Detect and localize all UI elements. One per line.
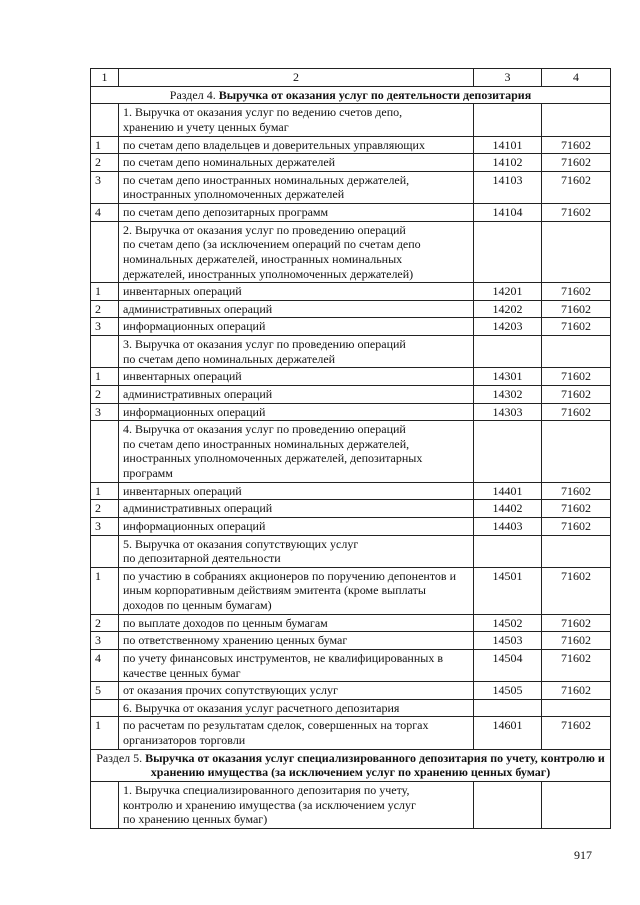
group-heading-line: 2. Выручка от оказания услуг по проведению операций bbox=[123, 222, 406, 237]
group-heading bbox=[119, 336, 474, 368]
account-code: 14102 bbox=[474, 154, 542, 172]
row-description: инвентарных операций bbox=[119, 482, 474, 500]
table-row bbox=[91, 171, 611, 203]
group-heading bbox=[119, 221, 474, 283]
row-number: 3 bbox=[91, 318, 119, 336]
row-number: 3 bbox=[91, 517, 119, 535]
group-row bbox=[91, 781, 611, 828]
table-row bbox=[91, 717, 611, 749]
row-description: инвентарных операций bbox=[119, 283, 474, 301]
row-number-cell bbox=[91, 781, 119, 828]
group-heading-line: 4. Выручка от оказания услуг по проведению операций bbox=[123, 422, 406, 437]
account-code: 14402 bbox=[474, 500, 542, 518]
row-description: инвентарных операций bbox=[119, 368, 474, 386]
table-row bbox=[91, 567, 611, 614]
group-heading-line: иностранных уполномоченных держателей, депозитарных bbox=[123, 451, 423, 466]
table-row bbox=[91, 300, 611, 318]
row-description: административных операций bbox=[119, 385, 474, 403]
account-code-cell bbox=[474, 699, 542, 717]
row-description: по выплате доходов по ценным бумагам bbox=[119, 614, 474, 632]
row-description: административных операций bbox=[119, 300, 474, 318]
row-number: 1 bbox=[91, 283, 119, 301]
account-code: 14202 bbox=[474, 300, 542, 318]
group-heading-line: 1. Выручка специализированного депозитария по учету, bbox=[123, 782, 410, 797]
group-heading-line: хранению и учету ценных бумаг bbox=[123, 119, 289, 134]
table-row bbox=[91, 154, 611, 172]
group-heading-line: 6. Выручка от оказания услуг расчетного депозитария bbox=[123, 700, 400, 715]
account-code: 14403 bbox=[474, 517, 542, 535]
symbol-code: 71602 bbox=[542, 283, 611, 301]
group-row bbox=[91, 699, 611, 717]
account-code: 14201 bbox=[474, 283, 542, 301]
section-prefix: Раздел 4. bbox=[169, 87, 219, 102]
table-row bbox=[91, 403, 611, 421]
group-row bbox=[91, 421, 611, 483]
row-number: 3 bbox=[91, 403, 119, 421]
account-code: 14503 bbox=[474, 632, 542, 650]
row-number-cell bbox=[91, 535, 119, 567]
symbol-code: 71602 bbox=[542, 136, 611, 154]
table-row bbox=[91, 318, 611, 336]
table-row bbox=[91, 368, 611, 386]
symbol-code-cell bbox=[542, 221, 611, 283]
row-description: по счетам депо номинальных держателей bbox=[119, 154, 474, 172]
account-code: 14203 bbox=[474, 318, 542, 336]
account-code: 14301 bbox=[474, 368, 542, 386]
table-row bbox=[91, 385, 611, 403]
group-heading-line: по счетам депо номинальных держателей bbox=[123, 351, 336, 366]
row-number: 1 bbox=[91, 368, 119, 386]
symbol-code: 71602 bbox=[542, 649, 611, 681]
symbol-code-cell bbox=[542, 104, 611, 136]
group-heading-line: программ bbox=[123, 466, 173, 480]
group-row bbox=[91, 104, 611, 136]
row-description: по учету финансовых инструментов, не квалифицированных в качестве ценных бумаг bbox=[119, 649, 474, 681]
row-number: 2 bbox=[91, 300, 119, 318]
account-code: 14505 bbox=[474, 682, 542, 700]
row-number: 4 bbox=[91, 204, 119, 222]
row-description: по расчетам по результатам сделок, совершенных на торгах организаторов торговли bbox=[119, 717, 474, 749]
group-heading-line: по депозитарной деятельности bbox=[123, 551, 281, 566]
row-number: 5 bbox=[91, 682, 119, 700]
row-description: административных операций bbox=[119, 500, 474, 518]
section-prefix: Раздел 5. bbox=[96, 750, 146, 765]
header-col-2: 2 bbox=[119, 69, 474, 87]
table-row bbox=[91, 614, 611, 632]
section-title: Выручка от оказания услуг по деятельности депозитария bbox=[218, 87, 532, 102]
table-row bbox=[91, 500, 611, 518]
account-code-cell bbox=[474, 781, 542, 828]
group-heading bbox=[119, 781, 474, 828]
row-number: 1 bbox=[91, 136, 119, 154]
account-code: 14302 bbox=[474, 385, 542, 403]
header-col-3: 3 bbox=[474, 69, 542, 87]
table-row bbox=[91, 632, 611, 650]
account-code-cell bbox=[474, 421, 542, 483]
row-number-cell bbox=[91, 699, 119, 717]
symbol-code: 71602 bbox=[542, 318, 611, 336]
group-heading bbox=[119, 535, 474, 567]
group-row bbox=[91, 535, 611, 567]
symbol-code: 71602 bbox=[542, 632, 611, 650]
group-heading-line: контролю и хранению имущества (за исключением услуг bbox=[123, 797, 416, 812]
row-number: 4 bbox=[91, 649, 119, 681]
row-description: по счетам депо владельцев и доверительных управляющих bbox=[119, 136, 474, 154]
row-description: от оказания прочих сопутствующих услуг bbox=[119, 682, 474, 700]
table-row bbox=[91, 682, 611, 700]
row-number: 2 bbox=[91, 614, 119, 632]
table-row bbox=[91, 482, 611, 500]
row-number: 1 bbox=[91, 567, 119, 614]
table-row bbox=[91, 204, 611, 222]
group-heading-line: 5. Выручка от оказания сопутствующих услуг bbox=[123, 536, 359, 551]
account-code: 14601 bbox=[474, 717, 542, 749]
section-row bbox=[91, 86, 611, 104]
section-heading bbox=[91, 86, 611, 104]
symbol-code-cell bbox=[542, 336, 611, 368]
row-number-cell bbox=[91, 421, 119, 483]
account-code-cell bbox=[474, 336, 542, 368]
table-row bbox=[91, 283, 611, 301]
symbol-code: 71602 bbox=[542, 517, 611, 535]
row-description: информационных операций bbox=[119, 403, 474, 421]
group-heading-line: 1. Выручка от оказания услуг по ведению счетов депо, bbox=[123, 105, 403, 120]
header-col-1: 1 bbox=[91, 69, 119, 87]
account-code: 14104 bbox=[474, 204, 542, 222]
symbol-code: 71602 bbox=[542, 171, 611, 203]
account-code: 14504 bbox=[474, 649, 542, 681]
group-heading-line: 3. Выручка от оказания услуг по проведению операций bbox=[123, 337, 406, 351]
account-code-cell bbox=[474, 535, 542, 567]
table-row bbox=[91, 136, 611, 154]
row-number: 3 bbox=[91, 171, 119, 203]
symbol-code: 71602 bbox=[542, 567, 611, 614]
account-code: 14401 bbox=[474, 482, 542, 500]
row-description: информационных операций bbox=[119, 517, 474, 535]
symbol-code-cell bbox=[542, 781, 611, 828]
symbol-code: 71602 bbox=[542, 368, 611, 386]
header-col-4: 4 bbox=[542, 69, 611, 87]
symbol-code: 71602 bbox=[542, 682, 611, 700]
row-number: 1 bbox=[91, 717, 119, 749]
row-number-cell bbox=[91, 336, 119, 368]
symbol-code-cell bbox=[542, 421, 611, 483]
section-row bbox=[91, 749, 611, 781]
symbol-code: 71602 bbox=[542, 300, 611, 318]
row-description: по счетам депо депозитарных программ bbox=[119, 204, 474, 222]
group-heading-line: номинальных держателей, иностранных номинальных bbox=[123, 251, 403, 266]
symbol-code: 71602 bbox=[542, 403, 611, 421]
group-heading-line: по счетам депо иностранных номинальных держателей, bbox=[123, 436, 410, 451]
group-heading-line: держателей, иностранных уполномоченных держателей) bbox=[123, 266, 414, 281]
row-description: по участию в собраниях акционеров по поручению депонентов и иным корпоративным действиям эмитента (кроме выплаты доходов по ценным бумагам) bbox=[119, 567, 474, 614]
symbol-code: 71602 bbox=[542, 614, 611, 632]
row-number-cell bbox=[91, 221, 119, 283]
group-heading bbox=[119, 699, 474, 717]
row-number: 1 bbox=[91, 482, 119, 500]
group-heading bbox=[119, 421, 474, 483]
row-description: по ответственному хранению ценных бумаг bbox=[119, 632, 474, 650]
symbol-code-cell bbox=[542, 699, 611, 717]
group-row bbox=[91, 221, 611, 283]
account-code-cell bbox=[474, 221, 542, 283]
page-number: 917 bbox=[574, 848, 592, 862]
account-code: 14103 bbox=[474, 171, 542, 203]
symbol-code: 71602 bbox=[542, 204, 611, 222]
symbol-code-cell bbox=[542, 535, 611, 567]
group-heading-line: по хранению ценных бумаг) bbox=[123, 812, 268, 827]
row-description: информационных операций bbox=[119, 318, 474, 336]
ledger-table bbox=[90, 68, 611, 829]
row-number: 2 bbox=[91, 154, 119, 172]
row-number: 2 bbox=[91, 500, 119, 518]
symbol-code: 71602 bbox=[542, 500, 611, 518]
account-code: 14303 bbox=[474, 403, 542, 421]
symbol-code: 71602 bbox=[542, 482, 611, 500]
table-row bbox=[91, 649, 611, 681]
row-number-cell bbox=[91, 104, 119, 136]
account-code-cell bbox=[474, 104, 542, 136]
group-heading-line: по счетам депо (за исключением операций по счетам депо bbox=[123, 237, 421, 252]
section-title: Выручка от оказания услуг специализированного депозитария по учету, контролю и хранению имущества (за исключением услуг по хранению ценных бумаг) bbox=[145, 750, 605, 780]
table-header-row bbox=[91, 69, 611, 87]
symbol-code: 71602 bbox=[542, 385, 611, 403]
account-code: 14501 bbox=[474, 567, 542, 614]
symbol-code: 71602 bbox=[542, 717, 611, 749]
section-heading bbox=[91, 749, 611, 781]
row-number: 2 bbox=[91, 385, 119, 403]
account-code: 14101 bbox=[474, 136, 542, 154]
account-code: 14502 bbox=[474, 614, 542, 632]
row-description: по счетам депо иностранных номинальных держателей, иностранных уполномоченных держателей bbox=[119, 171, 474, 203]
ledger-table-body bbox=[91, 69, 611, 829]
group-heading bbox=[119, 104, 474, 136]
symbol-code: 71602 bbox=[542, 154, 611, 172]
group-row bbox=[91, 336, 611, 368]
table-row bbox=[91, 517, 611, 535]
row-number: 3 bbox=[91, 632, 119, 650]
